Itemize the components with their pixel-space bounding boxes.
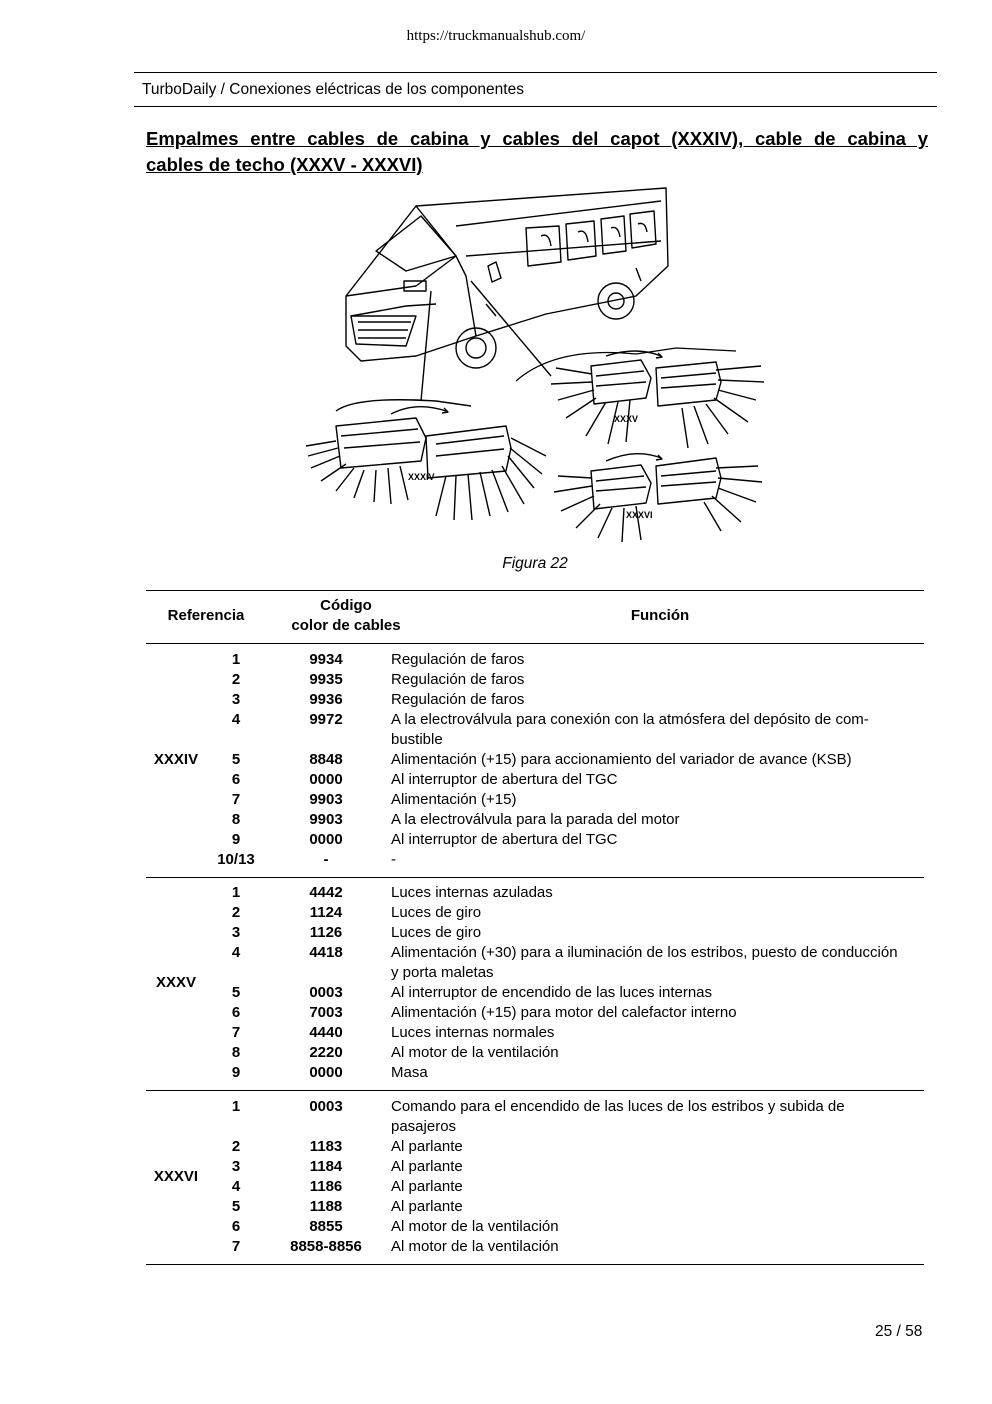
row-number: 5 <box>231 751 241 768</box>
function-text: Al parlante <box>391 1198 463 1215</box>
table-row <box>0 903 992 923</box>
table-row <box>0 810 992 830</box>
van-illustration <box>346 188 668 368</box>
connector-xxxiv <box>306 407 546 520</box>
table-row <box>0 1197 992 1217</box>
row-number: 8 <box>231 1044 241 1061</box>
function-text: pasajeros <box>391 1118 457 1135</box>
label-xxxiv: XXXIV <box>408 472 435 482</box>
row-number: 4 <box>231 711 241 728</box>
cable-color-code: 9903 <box>309 811 343 828</box>
row-number: 7 <box>231 791 241 808</box>
function-text: A la electroválvula para conexión con la atmósfera del depósito de com- <box>391 711 869 728</box>
label-xxxv: XXXV <box>614 414 639 424</box>
cable-color-code: - <box>323 851 329 868</box>
row-number: 1 <box>231 884 241 901</box>
cable-color-code: 8855 <box>309 1218 343 1235</box>
cable-color-code: 8848 <box>309 751 343 768</box>
cable-color-code: 9934 <box>309 651 343 668</box>
cable-color-code: 1126 <box>309 924 343 941</box>
breadcrumb: TurboDaily / Conexiones eléctricas de los componentes <box>142 81 524 98</box>
table-row <box>0 830 992 850</box>
function-text: Luces internas azuladas <box>391 884 553 901</box>
function-text: Al motor de la ventilación <box>391 1218 559 1235</box>
function-text: Al parlante <box>391 1138 463 1155</box>
cable-color-code: 0003 <box>309 984 343 1001</box>
table-group-separator <box>146 877 924 878</box>
table-rule-header <box>146 643 924 644</box>
cable-color-code: 8858-8856 <box>290 1238 362 1255</box>
group-reference: XXXV <box>155 974 197 991</box>
table-row <box>0 670 992 690</box>
function-text: Alimentación (+30) para a iluminación de los estribos, puesto de conducción <box>391 944 898 961</box>
table-row <box>0 1137 992 1157</box>
table-row <box>0 710 992 748</box>
function-text: Al parlante <box>391 1178 463 1195</box>
row-number: 2 <box>231 904 241 921</box>
group-reference: XXXVI <box>153 1168 199 1185</box>
table-row <box>0 1097 992 1135</box>
function-text: bustible <box>391 731 443 748</box>
cable-color-code: 2220 <box>309 1044 343 1061</box>
table-row <box>0 1063 992 1083</box>
section-title <box>146 126 928 178</box>
cable-color-code: 1184 <box>309 1158 343 1175</box>
table-group-separator <box>146 1264 924 1265</box>
table-row <box>0 923 992 943</box>
table-row <box>0 790 992 810</box>
cable-color-code: 1188 <box>309 1198 343 1215</box>
source-url: https://truckmanualshub.com/ <box>406 28 586 44</box>
row-number: 4 <box>231 1178 241 1195</box>
function-text: Regulación de faros <box>391 651 525 668</box>
col-header-codigo-line-2: color de cables <box>291 617 401 634</box>
van-connector-figure <box>296 186 776 554</box>
page-number: 25 / 58 <box>875 1323 923 1340</box>
function-text: - <box>391 851 396 868</box>
header-rule-top <box>134 72 937 73</box>
cable-color-code: 1186 <box>309 1178 343 1195</box>
row-number: 7 <box>231 1238 241 1255</box>
row-number: 10/13 <box>217 851 255 868</box>
cable-color-code: 7003 <box>309 1004 343 1021</box>
header-rule-bottom <box>134 106 937 107</box>
row-number: 3 <box>231 691 241 708</box>
function-text: Al parlante <box>391 1158 463 1175</box>
cable-color-code: 1183 <box>309 1138 343 1155</box>
function-text: Alimentación (+15) <box>391 791 517 808</box>
section-title-line-1: Empalmes entre cables de cabina y cables del capot (XXXIV), cable de cabina y <box>146 128 928 149</box>
row-number: 9 <box>231 1064 241 1081</box>
cable-color-code: 0000 <box>309 831 343 848</box>
table-row <box>0 690 992 710</box>
row-number: 3 <box>231 924 241 941</box>
row-number: 6 <box>231 1218 241 1235</box>
table-row <box>0 650 992 670</box>
function-text: Luces de giro <box>391 904 482 921</box>
table-row <box>0 1237 992 1257</box>
function-text: Regulación de faros <box>391 671 525 688</box>
row-number: 5 <box>231 1198 241 1215</box>
cable-color-code: 9936 <box>309 691 343 708</box>
col-header-codigo-line-1: Código <box>320 597 372 614</box>
function-text: y porta maletas <box>391 964 494 981</box>
row-number: 6 <box>231 1004 241 1021</box>
row-number: 1 <box>231 1098 241 1115</box>
connector-xxxv <box>551 351 764 448</box>
function-text: Al interruptor de encendido de las luces internas <box>391 984 713 1001</box>
row-number: 2 <box>231 1138 241 1155</box>
table-row <box>0 883 992 903</box>
cable-color-code: 0000 <box>309 771 343 788</box>
table-row <box>0 1023 992 1043</box>
col-header-funcion: Función <box>630 607 690 624</box>
table-row <box>0 850 992 870</box>
function-text: Alimentación (+15) para motor del calefactor interno <box>391 1004 737 1021</box>
connector-xxxvi <box>554 454 762 542</box>
function-text: Al motor de la ventilación <box>391 1238 559 1255</box>
function-text: Masa <box>391 1064 428 1081</box>
row-number: 6 <box>231 771 241 788</box>
row-number: 1 <box>231 651 241 668</box>
figure-caption: Figura 22 <box>502 555 568 572</box>
function-text: Al motor de la ventilación <box>391 1044 559 1061</box>
row-number: 4 <box>231 944 241 961</box>
leader-line-xxxv <box>471 281 551 376</box>
table-row <box>0 1003 992 1023</box>
function-text: Al interruptor de abertura del TGC <box>391 831 618 848</box>
cable-color-code: 4442 <box>309 884 343 901</box>
function-text: Comando para el encendido de las luces de los estribos y subida de <box>391 1098 845 1115</box>
cable-color-code: 9903 <box>309 791 343 808</box>
cable-color-code: 0000 <box>309 1064 343 1081</box>
cable-color-code: 0003 <box>309 1098 343 1115</box>
col-header-referencia: Referencia <box>167 607 245 624</box>
row-number: 7 <box>231 1024 241 1041</box>
function-text: A la electroválvula para la parada del motor <box>391 811 680 828</box>
cable-color-code: 1124 <box>309 904 343 921</box>
row-number: 3 <box>231 1158 241 1175</box>
col-header-codigo <box>276 596 416 636</box>
label-xxxvi: XXXVI <box>626 510 653 520</box>
function-text: Alimentación (+15) para accionamiento del variador de avance (KSB) <box>391 751 852 768</box>
row-number: 5 <box>231 984 241 1001</box>
function-text: Luces internas normales <box>391 1024 555 1041</box>
cable-color-code: 9935 <box>309 671 343 688</box>
group-reference: XXXIV <box>153 751 199 768</box>
table-row <box>0 1043 992 1063</box>
table-rule-top <box>146 590 924 591</box>
row-number: 9 <box>231 831 241 848</box>
row-number: 8 <box>231 811 241 828</box>
table-group-separator <box>146 1090 924 1091</box>
table-row <box>0 770 992 790</box>
row-number: 2 <box>231 671 241 688</box>
table-row <box>0 943 992 981</box>
cable-color-code: 9972 <box>309 711 343 728</box>
cable-color-code: 4440 <box>309 1024 343 1041</box>
section-title-line-2: cables de techo (XXXV - XXXVI) <box>146 154 423 175</box>
function-text: Al interruptor de abertura del TGC <box>391 771 618 788</box>
leader-line-xxxiv <box>421 291 431 401</box>
function-text: Regulación de faros <box>391 691 525 708</box>
cable-color-code: 4418 <box>309 944 343 961</box>
function-text: Luces de giro <box>391 924 482 941</box>
table-row <box>0 1217 992 1237</box>
